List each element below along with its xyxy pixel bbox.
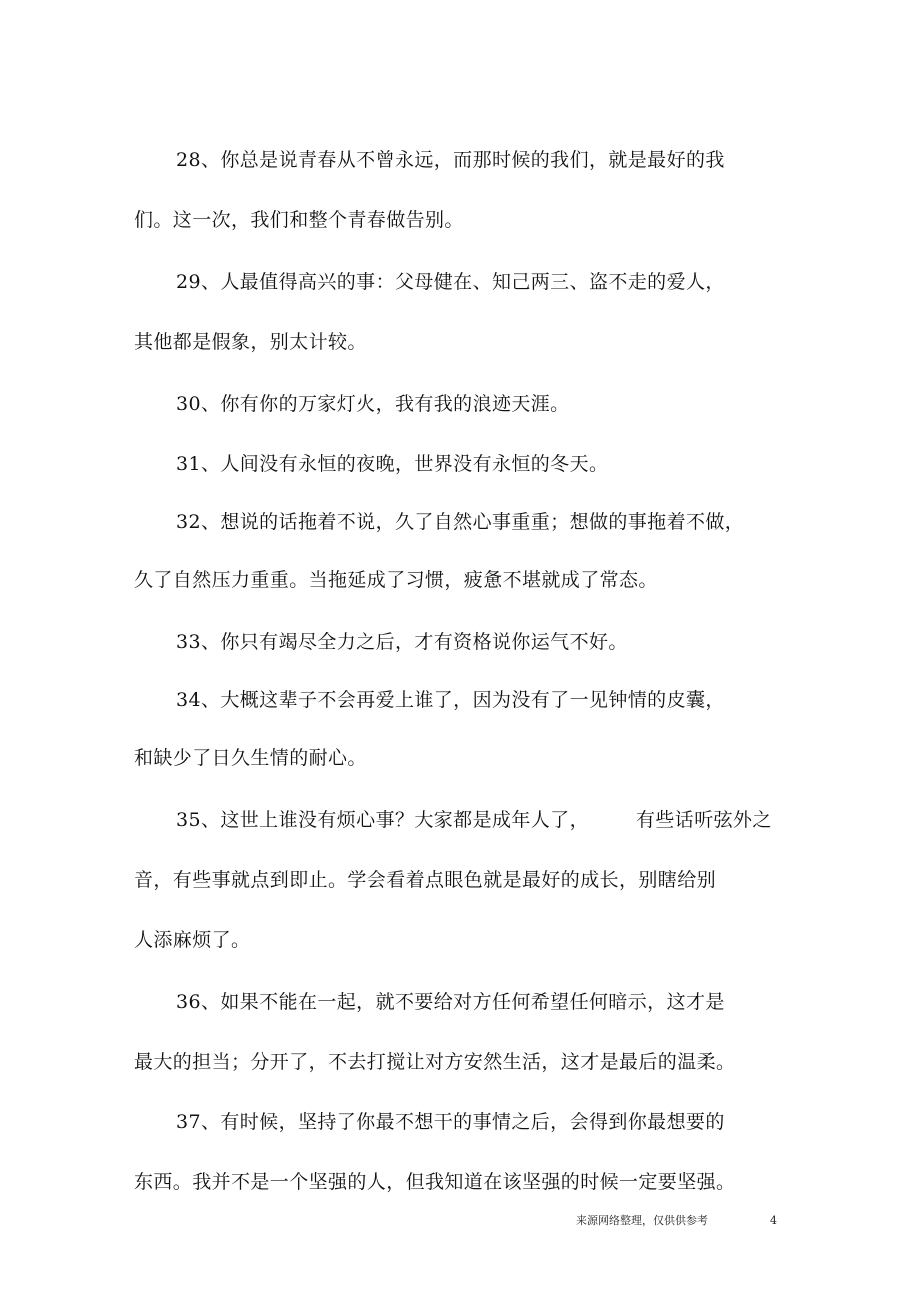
paragraph-34-line-1: 34、大概这辈子不会再爱上谁了，因为没有了一见钟情的皮囊，: [176, 689, 725, 711]
paragraph-28-line-2: 们。这一次，我们和整个青春做告别。: [134, 209, 464, 231]
paragraph-30-line-1: 30、你有你的万家灯火，我有我的浪迹天涯。: [176, 393, 570, 415]
paragraph-37-line-2: 东西。我并不是一个坚强的人，但我知道在该坚强的时候一定要坚强。: [134, 1171, 736, 1193]
paragraph-37-line-1: 37、有时候，坚持了你最不想干的事情之后，会得到你最想要的: [176, 1111, 725, 1133]
paragraph-35-line-1b: 有些话听弦外之: [636, 809, 772, 831]
footer-page-number: 4: [770, 1214, 777, 1227]
paragraph-32-line-2: 久了自然压力重重。当拖延成了习惯，疲惫不堪就成了常态。: [134, 569, 658, 591]
paragraph-36-line-2: 最大的担当；分开了，不去打搅让对方安然生活，这才是最后的温柔。: [134, 1051, 736, 1073]
paragraph-29-line-2: 其他都是假象，别太计较。: [134, 331, 367, 353]
paragraph-32-line-1: 32、想说的话拖着不说，久了自然心事重重；想做的事拖着不做，: [176, 511, 745, 533]
paragraph-35-line-1a: 35、这世上谁没有烦心事？大家都是成年人了，: [176, 809, 589, 831]
paragraph-34-line-2: 和缺少了日久生情的耐心。: [134, 747, 367, 769]
paragraph-28-line-1: 28、你总是说青春从不曾永远，而那时候的我们，就是最好的我: [176, 149, 725, 171]
paragraph-33-line-1: 33、你只有竭尽全力之后，才有资格说你运气不好。: [176, 631, 628, 653]
paragraph-29-line-1: 29、人最值得高兴的事：父母健在、知己两三、盗不走的爱人，: [176, 271, 725, 293]
paragraph-36-line-1: 36、如果不能在一起，就不要给对方任何希望任何暗示，这才是: [176, 991, 725, 1013]
paragraph-35-line-2: 音，有些事就点到即止。学会看着点眼色就是最好的成长，别瞎给别: [134, 869, 717, 891]
paragraph-31-line-1: 31、人间没有永恒的夜晚，世界没有永恒的冬天。: [176, 453, 609, 475]
paragraph-35-line-3: 人添麻烦了。: [134, 929, 251, 951]
footer-source-note: 来源网络整理，仅供供参考: [576, 1214, 708, 1227]
